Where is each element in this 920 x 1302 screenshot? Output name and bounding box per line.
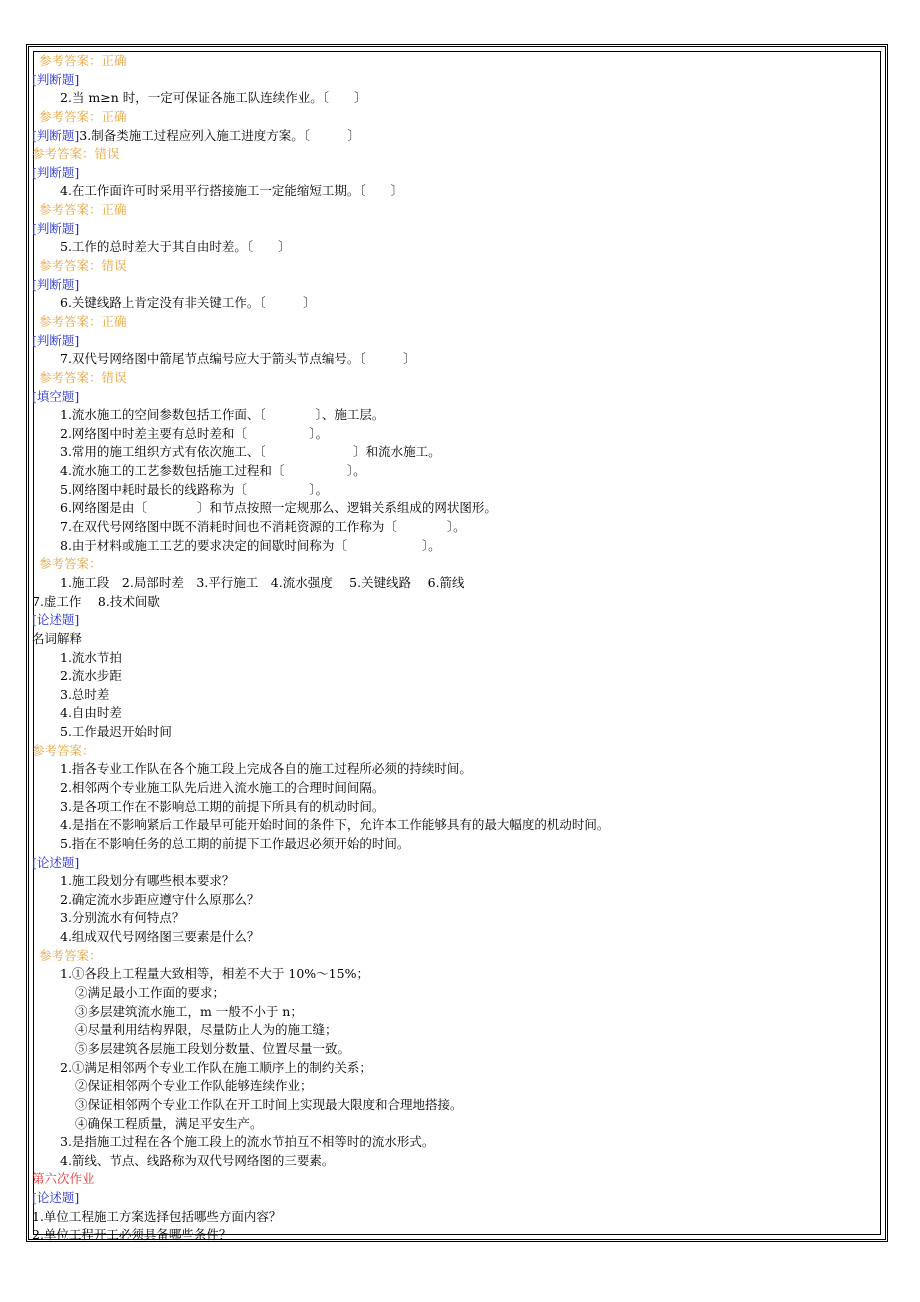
text-line: 2.①满足相邻两个专业工作队在施工顺序上的制约关系； [60, 1059, 372, 1075]
text-line: ④尽量利用结构界限，尽量防止人为的施工缝； [75, 1022, 338, 1038]
answer-label: 参考答案： [39, 556, 102, 572]
text-line: 8.由于材料或施工工艺的要求决定的间歇时间称为〔 〕。 [60, 537, 441, 553]
question-text: 3.制备类施工过程应列入施工进度方案。〔 〕 [79, 127, 360, 143]
text-line: 6.关键线路上肯定没有非关键工作。〔 〕 [60, 295, 316, 311]
question-type-tag: [论述题] [32, 854, 80, 870]
text-line: 1.施工段 2.局部时差 3.平行施工 4.流水强度 5.关键线路 6.箭线 [60, 574, 465, 590]
question-type-tag: [判断题] [32, 164, 80, 180]
text-line: 3.是指施工过程在各个施工段上的流水节拍互不相等时的流水形式。 [60, 1134, 435, 1150]
text-line: 4.流水施工的工艺参数包括施工过程和〔 〕。 [60, 463, 366, 479]
text-line: ②保证相邻两个专业工作队能够连续作业； [75, 1078, 313, 1094]
text-line: 4.自由时差 [60, 705, 122, 721]
text-line: 5.工作的总时差大于其自由时差。〔 〕 [60, 239, 291, 255]
text-line: 6.网络图是由〔 〕和节点按照一定规那么、逻辑关系组成的网状图形。 [60, 500, 497, 516]
text-line: ②满足最小工作面的要求； [75, 985, 226, 1001]
question-type-tag: [填空题] [32, 388, 80, 404]
answer-label: 参考答案： [32, 742, 95, 758]
text-line: 1.单位工程施工方案选择包括哪些方面内容？ [32, 1208, 282, 1224]
answer-label: 参考答案：错误 [39, 369, 127, 385]
text-line: 5.指在不影响任务的总工期的前提下工作最迟必须开始的时间。 [60, 835, 410, 851]
text-line: 7.双代号网络图中箭尾节点编号应大于箭头节点编号。〔 〕 [60, 351, 416, 367]
text-line: 2.当 m≥n 时，一定可保证各施工队连续作业。〔 〕 [60, 90, 367, 106]
text-line: 4.组成双代号网络图三要素是什么？ [60, 929, 260, 945]
text-line: ③保证相邻两个专业工作队在开工时间上实现最大限度和合理地搭接。 [75, 1096, 463, 1112]
document-content [32, 52, 882, 1245]
text-line: 4.在工作面许可时采用平行搭接施工一定能缩短工期。〔 〕 [60, 183, 404, 199]
question-type-tag: [论述题] [32, 612, 80, 628]
answer-label: 参考答案：正确 [39, 313, 127, 329]
text-line: 7.虚工作 8.技术间歇 [32, 593, 160, 609]
text-line: 1.①各段上工程量大致相等，相差不大于 10%～15%； [60, 966, 369, 982]
answer-label: 参考答案：错误 [39, 258, 127, 274]
text-line: 3.总时差 [60, 686, 110, 702]
answer-label: 参考答案：错误 [32, 146, 120, 162]
text-line: 2.流水步距 [60, 668, 122, 684]
answer-label: 参考答案： [39, 947, 102, 963]
question-type-tag: [判断题] [32, 71, 80, 87]
text-line: 4.是指在不影响紧后工作最早可能开始时间的条件下，允许本工作能够具有的最大幅度的机动时间。 [60, 817, 610, 833]
text-line: 5.工作最迟开始时间 [60, 724, 172, 740]
text-line: 2.网络图中时差主要有总时差和〔 〕。 [60, 425, 329, 441]
text-line: 1.流水节拍 [60, 649, 122, 665]
text-line: 2.确定流水步距应遵守什么原那么？ [60, 891, 260, 907]
text-line: 名词解释 [32, 630, 83, 646]
text-line: 4.箭线、节点、线路称为双代号网络图的三要素。 [60, 1152, 335, 1168]
text-line: 7.在双代号网络图中既不消耗时间也不消耗资源的工作称为〔 〕。 [60, 519, 466, 535]
text-line: 5.网络图中耗时最长的线路称为〔 〕。 [60, 481, 329, 497]
text-line: ⑤多层建筑各层施工段划分数量、位置尽量一致。 [75, 1040, 351, 1056]
text-line: 3.常用的施工组织方式有依次施工、〔 〕和流水施工。 [60, 444, 441, 460]
text-line: 1.施工段划分有哪些根本要求？ [60, 873, 235, 889]
question-line [32, 127, 882, 146]
text-line: 3.是各项工作在不影响总工期的前提下所具有的机动时间。 [60, 798, 385, 814]
text-line: 1.流水施工的空间参数包括工作面、〔 〕、施工层。 [60, 407, 385, 423]
text-line: 3.分别流水有何特点？ [60, 910, 185, 926]
answer-label: 参考答案：正确 [39, 202, 127, 218]
text-line: 1.指各专业工作队在各个施工段上完成各自的施工过程所必须的持续时间。 [60, 761, 472, 777]
section-heading: 第六次作业 [32, 1171, 95, 1187]
question-type-tag: [论述题] [32, 1190, 80, 1206]
question-type-tag: [判断题] [32, 276, 80, 292]
text-line: ④确保工程质量，满足平安生产。 [75, 1115, 263, 1131]
text-line: ③多层建筑流水施工，m 一般不小于 n； [75, 1003, 303, 1019]
question-type-tag: [判断题] [32, 332, 80, 348]
text-line: 2.单位工程开工必须具备哪些条件？ [32, 1227, 232, 1243]
text-line: 2.相邻两个专业施工队先后进入流水施工的合理时间间隔。 [60, 779, 385, 795]
question-type-tag: [判断题] [32, 127, 80, 143]
question-type-tag: [判断题] [32, 220, 80, 236]
answer-label: 参考答案：正确 [39, 53, 127, 68]
answer-label: 参考答案：正确 [39, 108, 127, 124]
